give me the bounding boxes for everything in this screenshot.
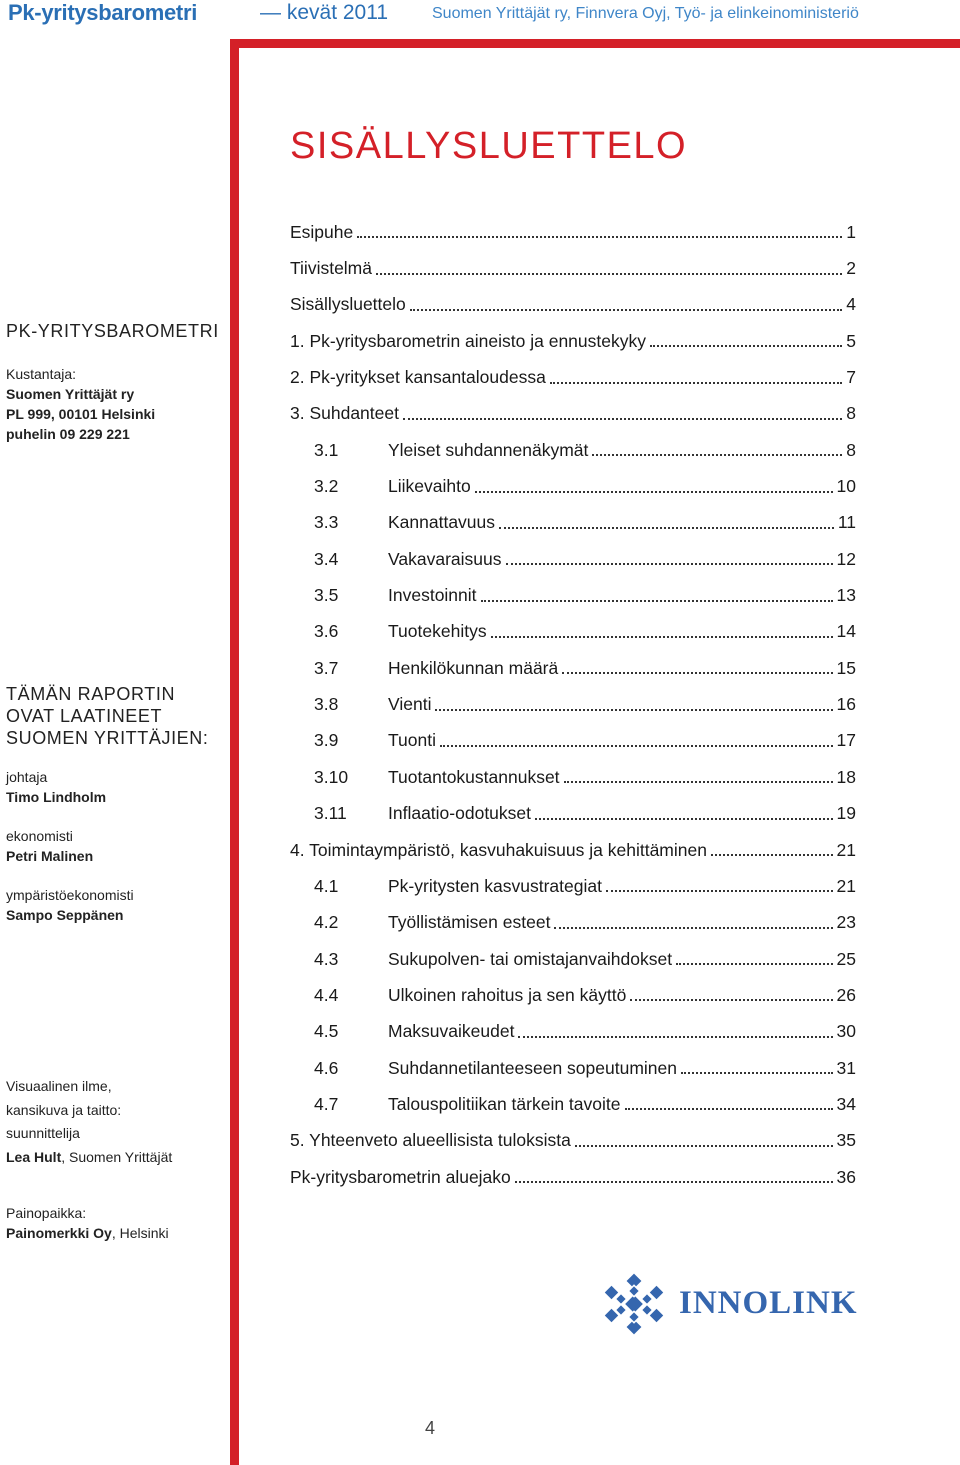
toc-entry-number: 3.1 — [314, 439, 339, 460]
toc-entry-label: Tuotantokustannukset — [388, 766, 560, 787]
toc-entry — [290, 541, 856, 577]
toc-entry — [290, 432, 856, 468]
toc-entry-page: 35 — [836, 1130, 856, 1151]
toc-entry-page: 8 — [846, 403, 856, 424]
printer-city: , Helsinki — [111, 1225, 169, 1241]
toc-entry-label: Investoinnit — [388, 585, 477, 606]
toc-entry-label: Työllistämisen esteet — [388, 912, 551, 933]
toc-entry — [290, 686, 856, 722]
toc-entry-page: 10 — [836, 476, 856, 497]
toc-entry — [290, 577, 856, 613]
toc-entry-number: 4.5 — [314, 1021, 339, 1042]
toc-entry-page: 15 — [836, 657, 856, 678]
toc-entry — [290, 214, 856, 250]
toc-dot-leader — [376, 273, 842, 275]
toc-entry-number: 3.10 — [314, 766, 349, 787]
toc-entry-label: 5. Yhteenveto alueellisista tuloksista — [290, 1130, 571, 1151]
toc-dot-leader — [575, 1145, 833, 1147]
toc-entry-label: Tiivistelmä — [290, 258, 372, 279]
toc-entry-label: Ulkoinen rahoitus ja sen käyttö — [388, 984, 627, 1005]
toc-entry-label: Vakavaraisuus — [388, 548, 502, 569]
toc-dot-leader — [606, 890, 833, 892]
toc-entry — [290, 977, 856, 1013]
toc-entry-number: 4.6 — [314, 1057, 339, 1078]
red-frame-left — [230, 39, 239, 1465]
printer-block — [6, 1203, 228, 1243]
header-publishers: Suomen Yrittäjät ry, Finnvera Oyj, Työ- ja elinkeinoministeriö — [432, 5, 859, 22]
toc-entry — [290, 1014, 856, 1050]
toc-entry-page: 14 — [836, 621, 856, 642]
page-number: 4 — [425, 1418, 436, 1438]
designer-credit — [6, 1146, 228, 1170]
toc-entry-page: 36 — [836, 1166, 856, 1187]
toc-entry-label: 2. Pk-yritykset kansantaloudessa — [290, 367, 546, 388]
author-role: johtaja — [6, 769, 48, 785]
toc-entry-label: 3. Suhdanteet — [290, 403, 399, 424]
toc-dot-leader — [562, 672, 832, 674]
toc-dot-leader — [592, 454, 842, 456]
designer-org: , Suomen Yrittäjät — [61, 1148, 173, 1165]
toc-entry — [290, 796, 856, 832]
toc-entry-page: 21 — [836, 875, 856, 896]
toc-entry-label: Maksuvaikeudet — [388, 1021, 515, 1042]
author-name: Sampo Seppänen — [6, 907, 124, 923]
toc-entry-page: 1 — [846, 221, 856, 242]
printer-name: Painomerkki Oy — [6, 1225, 112, 1241]
toc-entry — [290, 941, 856, 977]
toc-entry-label: Liikevaihto — [388, 476, 471, 497]
toc-entry-page: 34 — [836, 1093, 856, 1114]
toc-entry-number: 3.9 — [314, 730, 339, 751]
publisher-block — [6, 320, 228, 444]
snowflake-logo-icon — [603, 1273, 665, 1335]
toc-entry-number: 3.2 — [314, 476, 339, 497]
toc-entry — [290, 905, 856, 941]
toc-entry-label: 1. Pk-yritysbarometrin aineisto ja ennustekyky — [290, 330, 646, 351]
toc-entry-page: 25 — [836, 948, 856, 969]
toc-dot-leader — [499, 527, 834, 529]
toc-entry-label: Pk-yritysbarometrin aluejako — [290, 1166, 511, 1187]
header-title: Pk-yritysbarometri — [8, 0, 198, 25]
toc-entry — [290, 287, 856, 323]
toc-entry-label: Talouspolitiikan tärkein tavoite — [388, 1093, 621, 1114]
toc-dot-leader — [554, 927, 832, 929]
toc-entry-page: 7 — [846, 367, 856, 388]
authors-block — [6, 683, 228, 925]
toc-entry-number: 4.1 — [314, 875, 339, 896]
author-name: Petri Malinen — [6, 848, 94, 864]
design-line-3: suunnittelija — [6, 1125, 80, 1141]
toc-entry-number: 3.11 — [314, 803, 347, 824]
toc-dot-leader — [403, 418, 842, 420]
toc-entry — [290, 614, 856, 650]
toc-dot-leader — [491, 636, 833, 638]
toc-entry-label: Inflaatio-odotukset — [388, 803, 532, 824]
innolink-logo — [603, 1273, 858, 1335]
toc-entry — [290, 1123, 856, 1159]
table-of-contents — [290, 214, 856, 1195]
toc-dot-leader — [518, 1036, 832, 1038]
header-season: — kevät 2011 — [260, 1, 389, 24]
toc-title: SISÄLLYSLUETTELO — [290, 125, 688, 167]
toc-entry — [290, 1050, 856, 1086]
print-label: Painopaikka: — [6, 1205, 87, 1221]
toc-entry-number: 3.5 — [314, 585, 339, 606]
toc-entry-number: 3.8 — [314, 694, 339, 715]
toc-entry-label: Yleiset suhdannenäkymät — [388, 439, 589, 460]
toc-entry-number: 4.7 — [314, 1093, 339, 1114]
toc-dot-leader — [410, 309, 843, 311]
toc-dot-leader — [650, 345, 842, 347]
toc-dot-leader — [676, 963, 832, 965]
toc-entry-page: 11 — [837, 512, 856, 533]
toc-dot-leader — [711, 854, 833, 856]
toc-entry-label: Henkilökunnan määrä — [388, 657, 559, 678]
design-line-1: Visuaalinen ilme, — [6, 1078, 112, 1094]
toc-entry-number: 4.2 — [314, 912, 339, 933]
toc-entry — [290, 1159, 856, 1195]
toc-entry — [290, 359, 856, 395]
toc-entry-page: 12 — [836, 548, 856, 569]
toc-dot-leader — [435, 709, 832, 711]
toc-entry — [290, 868, 856, 904]
toc-entry — [290, 650, 856, 686]
toc-entry-label: Vienti — [388, 694, 432, 715]
toc-dot-leader — [506, 563, 833, 565]
toc-entry-number: 3.6 — [314, 621, 339, 642]
publisher-address: PL 999, 00101 Helsinki — [6, 406, 156, 422]
toc-entry — [290, 505, 856, 541]
toc-dot-leader — [515, 1181, 833, 1183]
toc-entry-page: 19 — [836, 803, 856, 824]
toc-entry-page: 4 — [846, 294, 856, 315]
design-block — [6, 1075, 228, 1169]
toc-dot-leader — [550, 382, 842, 384]
publisher-phone: puhelin 09 229 221 — [6, 426, 130, 442]
toc-entry-page: 23 — [836, 912, 856, 933]
toc-entry-page: 26 — [836, 984, 856, 1005]
toc-dot-leader — [481, 600, 833, 602]
toc-entry-page: 13 — [836, 585, 856, 606]
authors-heading-line-3: SUOMEN YRITTÄJIEN: — [6, 728, 209, 748]
toc-entry-label: Suhdannetilanteeseen sopeutuminen — [388, 1057, 677, 1078]
sidebar-heading: PK-YRITYSBAROMETRI — [6, 321, 219, 341]
toc-entry — [290, 723, 856, 759]
toc-entry-label: Tuotekehitys — [388, 621, 487, 642]
toc-dot-leader — [535, 818, 833, 820]
toc-entry-page: 31 — [836, 1057, 856, 1078]
author-name: Timo Lindholm — [6, 789, 107, 805]
toc-entry — [290, 1086, 856, 1122]
toc-dot-leader — [630, 999, 832, 1001]
toc-entry-label: Kannattavuus — [388, 512, 496, 533]
authors-heading-line-2: OVAT LAATINEET — [6, 706, 163, 726]
authors-heading-line-1: TÄMÄN RAPORTIN — [6, 684, 176, 704]
toc-entry-page: 5 — [846, 330, 856, 351]
toc-entry-number: 3.7 — [314, 657, 339, 678]
publisher-label: Kustantaja: — [6, 366, 77, 382]
author-role: ekonomisti — [6, 828, 73, 844]
toc-entry — [290, 323, 856, 359]
toc-entry-page: 18 — [836, 766, 856, 787]
toc-entry — [290, 832, 856, 868]
toc-entry-page: 30 — [836, 1021, 856, 1042]
publisher-name: Suomen Yrittäjät ry — [6, 386, 135, 402]
toc-entry — [290, 468, 856, 504]
toc-entry-page: 2 — [846, 258, 856, 279]
toc-dot-leader — [440, 745, 833, 747]
design-line-2: kansikuva ja taitto: — [6, 1101, 122, 1118]
toc-dot-leader — [564, 781, 833, 783]
toc-entry — [290, 759, 856, 795]
red-frame-top — [230, 39, 960, 48]
designer-name: Lea Hult — [6, 1148, 62, 1165]
toc-dot-leader — [681, 1072, 833, 1074]
toc-entry-number: 3.4 — [314, 548, 339, 569]
toc-dot-leader — [625, 1108, 833, 1110]
toc-entry-page: 17 — [836, 730, 856, 751]
toc-entry-page: 16 — [836, 694, 856, 715]
toc-entry-number: 4.3 — [314, 948, 339, 969]
toc-dot-leader — [357, 236, 842, 238]
toc-entry-label: Pk-yritysten kasvustrategiat — [388, 875, 602, 896]
toc-entry-label: Sisällysluettelo — [290, 294, 406, 315]
toc-entry-label: Esipuhe — [290, 221, 354, 242]
toc-entry-label: 4. Toimintaympäristö, kasvuhakuisuus ja kehittäminen — [290, 839, 707, 860]
logo-wordmark: INNOLINK — [679, 1285, 858, 1321]
toc-entry — [290, 250, 856, 286]
toc-entry — [290, 396, 856, 432]
toc-dot-leader — [475, 491, 833, 493]
printer-credit — [6, 1223, 228, 1243]
toc-entry-label: Sukupolven- tai omistajanvaihdokset — [388, 948, 673, 969]
toc-entry-label: Tuonti — [388, 730, 436, 751]
toc-entry-page: 21 — [836, 839, 856, 860]
toc-entry-number: 3.3 — [314, 512, 339, 533]
author-role: ympäristöekonomisti — [6, 887, 134, 903]
running-header — [0, 0, 960, 30]
toc-entry-number: 4.4 — [314, 984, 339, 1005]
toc-entry-page: 8 — [846, 439, 856, 460]
